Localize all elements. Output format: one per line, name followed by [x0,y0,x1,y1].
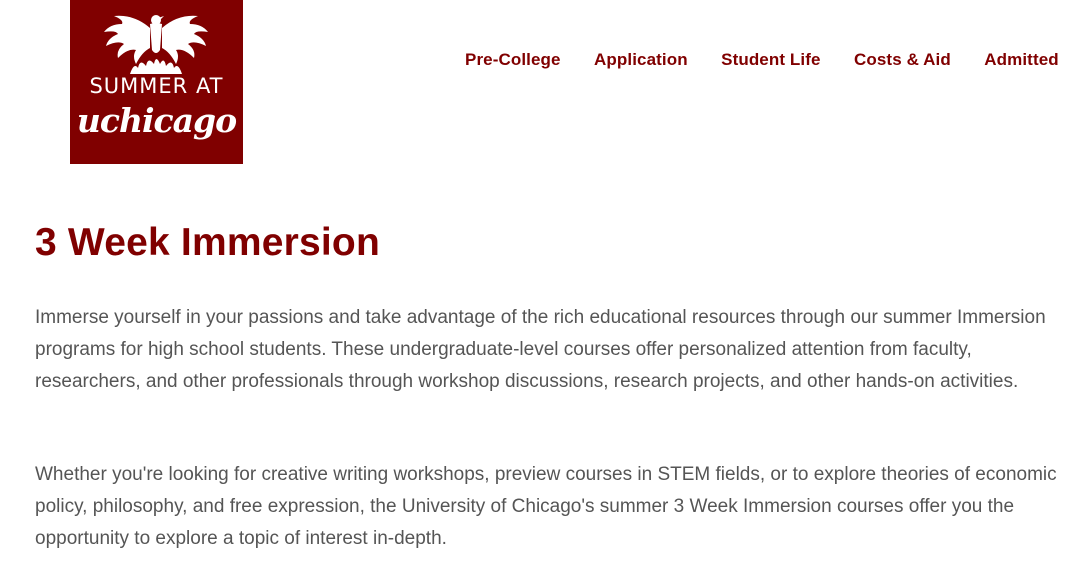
logo-line-summer-at: SUMMER AT [89,74,224,98]
details-paragraph: Whether you're looking for creative writing workshops, preview courses in STEM fields, or to explore theories of economic policy, philosophy, and free expression, the University of Chicago's summer 3 Week Immersion courses offer you the opportunity to explore a topic of interest in-depth. [35,464,1057,549]
logo-line-uchicago: uchicago [76,101,237,140]
phoenix-icon [100,10,212,74]
nav-item-costs-aid[interactable]: Costs & Aid [854,50,951,69]
nav-item-application[interactable]: Application [594,50,688,69]
nav-item-pre-college[interactable]: Pre-College [465,50,561,69]
main-navigation [465,50,1080,70]
nav-item-student-life[interactable]: Student Life [721,50,821,69]
site-logo[interactable] [70,0,243,164]
intro-paragraph: Immerse yourself in your passions and take advantage of the rich educational resources through our summer Immersion programs for high school students. These undergraduate-level courses offer personalized attention from faculty, researchers, and other professionals through workshop discussions, research projects, and other hands-on activities. [35,307,1046,392]
page-title: 3 Week Immersion [35,221,380,264]
nav-item-admitted[interactable]: Admitted [984,50,1059,69]
